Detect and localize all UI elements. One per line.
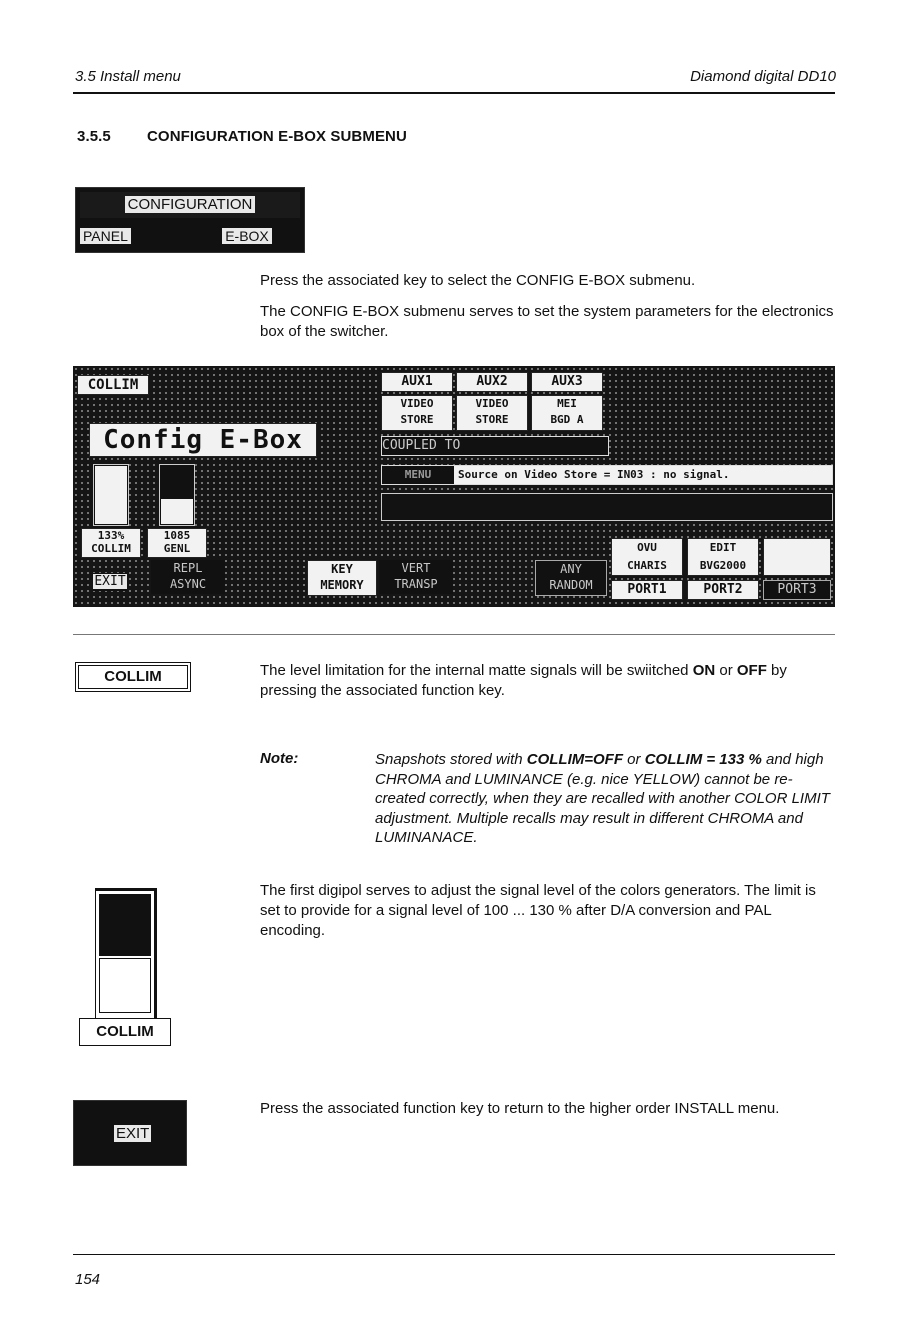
exit-softkey[interactable]: EXIT bbox=[94, 574, 126, 589]
digipol-description: The first digipol serves to adjust the signal level of the colors generators. The limit is set to provide for a signal level of 100 ... 130 % after D/A conversion and PAL encoding. bbox=[260, 882, 816, 939]
status-bar bbox=[381, 465, 833, 485]
page-number: 154 bbox=[75, 1271, 101, 1288]
header-rule bbox=[73, 92, 835, 94]
genl-slider[interactable] bbox=[159, 464, 195, 526]
intro-paragraph-1: Press the associated key to select the CONFIG E-BOX submenu. bbox=[260, 272, 696, 289]
collim-value: 133% COLLIM bbox=[81, 528, 141, 558]
port2-softkey[interactable]: PORT2 bbox=[687, 580, 759, 600]
ovu-charis-box[interactable]: OVU CHARIS bbox=[611, 538, 683, 576]
status-text: Source on Video Store = IN03 : no signal. bbox=[458, 468, 730, 481]
collim-digipol-icon bbox=[95, 888, 157, 1022]
exit-description: Press the associated function key to return to the higher order INSTALL menu. bbox=[260, 1100, 780, 1117]
section-title: CONFIGURATION E-BOX SUBMENU bbox=[147, 128, 407, 145]
blank-box bbox=[763, 538, 831, 576]
footer-rule bbox=[73, 1254, 835, 1255]
vert-transp-softkey[interactable]: VERT TRANSP bbox=[379, 560, 453, 594]
screen-title: Config E-Box bbox=[89, 423, 317, 457]
repl-async-softkey[interactable]: REPL ASYNC bbox=[151, 560, 225, 594]
aux1-source: VIDEO STORE bbox=[381, 395, 453, 431]
collim-key: COLLIM bbox=[75, 662, 191, 692]
intro-paragraph-2: The CONFIG E-BOX submenu serves to set the system parameters for the electronics box of the switcher. bbox=[260, 303, 834, 340]
port1-softkey[interactable]: PORT1 bbox=[611, 580, 683, 600]
digipol-label: COLLIM bbox=[79, 1018, 171, 1046]
genl-value: 1085 GENL bbox=[147, 528, 207, 558]
panel-button[interactable]: PANEL bbox=[80, 224, 190, 248]
aux3-source: MEI BGD A bbox=[531, 395, 603, 431]
collim-screen-label: COLLIM bbox=[77, 375, 149, 395]
note-text: Snapshots stored with COLLIM=OFF or COLLIM = 133 % and high CHROMA and LUMINANCE (e.g. nice YELLOW) cannot be re-created correctly, when they are recalled with another COLOR LIMIT adjustment. Multiple recalls may result in different CHROMA and LUMINANACE. bbox=[375, 751, 830, 846]
configuration-menu-widget bbox=[75, 187, 305, 253]
exit-key: EXIT bbox=[73, 1100, 187, 1166]
configuration-title: CONFIGURATION bbox=[80, 192, 300, 218]
section-number: 3.5.5 bbox=[77, 128, 111, 145]
collim-slider[interactable] bbox=[93, 464, 129, 526]
config-ebox-screen bbox=[73, 366, 835, 607]
note-label: Note: bbox=[260, 750, 299, 767]
menu-tag: MENU bbox=[382, 466, 454, 484]
section-separator bbox=[73, 634, 835, 635]
coupled-to-field[interactable]: COUPLED TO bbox=[381, 436, 609, 456]
header-product: Diamond digital DD10 bbox=[690, 68, 836, 85]
aux2-source: VIDEO STORE bbox=[456, 395, 528, 431]
key-memory-softkey[interactable]: KEY MEMORY bbox=[307, 560, 377, 596]
edit-bvg-box[interactable]: EDIT BVG2000 bbox=[687, 538, 759, 576]
port3-softkey[interactable]: PORT3 bbox=[763, 580, 831, 600]
aux1-label[interactable]: AUX1 bbox=[381, 372, 453, 392]
aux3-label[interactable]: AUX3 bbox=[531, 372, 603, 392]
empty-message-bar bbox=[381, 493, 833, 521]
section-heading bbox=[77, 128, 407, 145]
aux2-label[interactable]: AUX2 bbox=[456, 372, 528, 392]
any-random-softkey[interactable]: ANY RANDOM bbox=[535, 560, 607, 596]
e-box-button[interactable]: E-BOX bbox=[194, 224, 300, 248]
collim-description: The level limitation for the internal matte signals will be swiitched ON or OFF by pressing the associated function key. bbox=[260, 662, 787, 699]
header-chapter: 3.5 Install menu bbox=[75, 68, 181, 85]
